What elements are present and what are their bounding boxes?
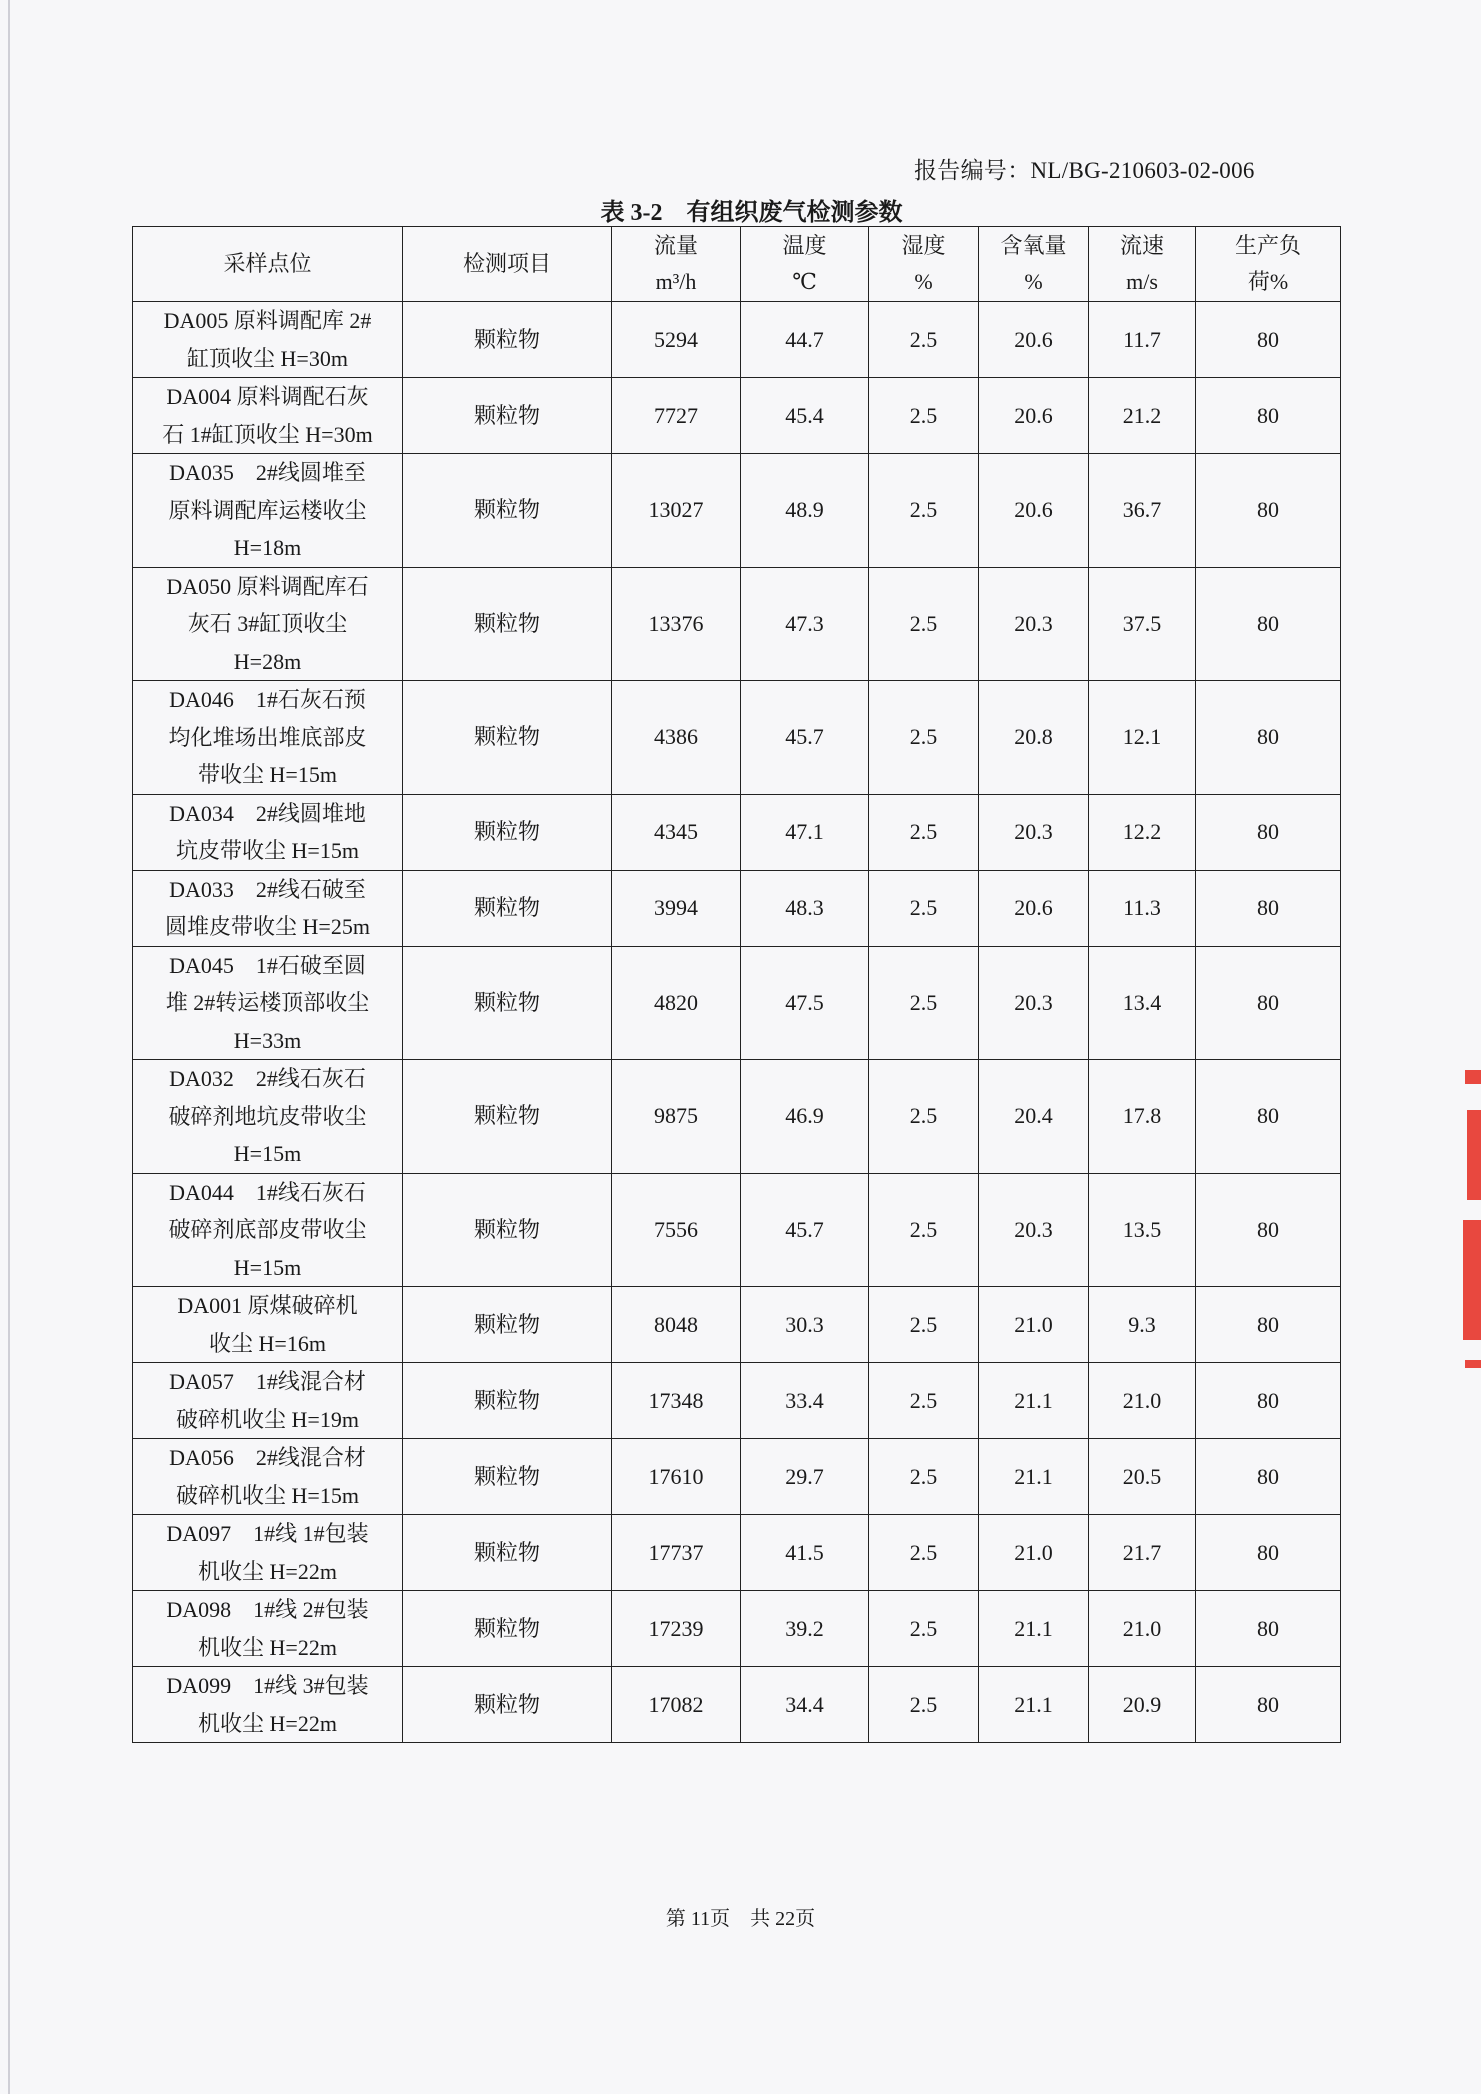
sampling-point-line: 堆 2#转运楼顶部收尘 [165, 990, 370, 1015]
test-item-cell: 颗粒物 [403, 946, 612, 1060]
velocity-cell: 13.5 [1089, 1173, 1196, 1287]
velocity-cell: 17.8 [1089, 1060, 1196, 1174]
oxygen-cell: 21.0 [979, 1287, 1089, 1363]
sampling-point-cell [133, 1173, 403, 1287]
header-oxygen: 含氧量 % [979, 227, 1089, 302]
table-header-row [133, 227, 1341, 302]
table-title: 表 3-2 有组织废气检测参数 [600, 200, 903, 226]
sampling-point-line: 石 1#缸顶收尘 H=30m [162, 421, 373, 447]
table-row [133, 1439, 1341, 1515]
table-row [133, 946, 1341, 1060]
sampling-point-line: 破碎机收尘 H=15m [176, 1482, 359, 1508]
test-item-cell: 颗粒物 [403, 454, 612, 568]
page-footer: 第 11页 共 22页 [665, 1908, 816, 1930]
humidity-cell: 2.5 [869, 681, 979, 795]
sampling-point-line: H=28m [233, 648, 302, 674]
header-production-load: 生产负 荷% [1196, 227, 1341, 302]
sampling-point-line: DA050 原料调配库石 [166, 573, 369, 599]
load-cell: 80 [1196, 567, 1341, 681]
header-test-item: 检测项目 [403, 227, 612, 302]
sampling-point-line: 机收尘 H=22m [198, 1634, 337, 1660]
sampling-point-line: H=33m [233, 1027, 302, 1053]
table-row [133, 794, 1341, 870]
test-item-cell: 颗粒物 [403, 567, 612, 681]
sampling-point-line: 均化堆场出堆底部皮 [168, 724, 367, 750]
velocity-cell: 20.5 [1089, 1439, 1196, 1515]
sampling-point-cell [133, 378, 403, 454]
flow-cell: 4820 [612, 946, 741, 1060]
test-item-cell: 颗粒物 [403, 1287, 612, 1363]
temperature-cell: 44.7 [741, 302, 869, 378]
velocity-cell: 37.5 [1089, 567, 1196, 681]
humidity-cell: 2.5 [869, 1515, 979, 1591]
sampling-point-line: 原料调配库运楼收尘 [168, 497, 367, 523]
velocity-cell: 11.3 [1089, 870, 1196, 946]
flow-cell: 17737 [612, 1515, 741, 1591]
load-cell: 80 [1196, 946, 1341, 1060]
sampling-point-line: 带收尘 H=15m [198, 762, 337, 787]
table-row [133, 1515, 1341, 1591]
sampling-point-cell [133, 946, 403, 1060]
temperature-cell: 30.3 [741, 1287, 869, 1363]
temperature-cell: 45.7 [741, 681, 869, 795]
humidity-cell: 2.5 [869, 1363, 979, 1439]
oxygen-cell: 20.6 [979, 870, 1089, 946]
sampling-point-cell [133, 1439, 403, 1515]
table-row [133, 567, 1341, 681]
sampling-point-line: DA097 1#线 1#包装 [166, 1521, 369, 1546]
humidity-cell: 2.5 [869, 378, 979, 454]
flow-cell: 8048 [612, 1287, 741, 1363]
flow-cell: 3994 [612, 870, 741, 946]
oxygen-cell: 21.1 [979, 1439, 1089, 1515]
load-cell: 80 [1196, 1173, 1341, 1287]
oxygen-cell: 20.6 [979, 302, 1089, 378]
sampling-point-line: DA056 2#线混合材 [169, 1445, 366, 1470]
load-cell: 80 [1196, 681, 1341, 795]
test-item-cell: 颗粒物 [403, 1591, 612, 1667]
page-edge [8, 0, 10, 2094]
load-cell: 80 [1196, 1515, 1341, 1591]
sampling-point-cell [133, 681, 403, 795]
test-item-cell: 颗粒物 [403, 302, 612, 378]
load-cell: 80 [1196, 1591, 1341, 1667]
humidity-cell: 2.5 [869, 946, 979, 1060]
sampling-point-line: H=18m [233, 535, 302, 560]
humidity-cell: 2.5 [869, 1667, 979, 1743]
table-row [133, 378, 1341, 454]
velocity-cell: 21.0 [1089, 1591, 1196, 1667]
velocity-cell: 21.2 [1089, 378, 1196, 454]
load-cell: 80 [1196, 1667, 1341, 1743]
header-temperature: 温度 ℃ [741, 227, 869, 302]
flow-cell: 4386 [612, 681, 741, 795]
sampling-point-line: 破碎机收尘 H=19m [176, 1406, 359, 1432]
test-item-cell: 颗粒物 [403, 1173, 612, 1287]
humidity-cell: 2.5 [869, 870, 979, 946]
temperature-cell: 33.4 [741, 1363, 869, 1439]
velocity-cell: 12.1 [1089, 681, 1196, 795]
sampling-point-line: DA057 1#线混合材 [169, 1369, 366, 1394]
load-cell: 80 [1196, 1060, 1341, 1174]
temperature-cell: 48.9 [741, 454, 869, 568]
humidity-cell: 2.5 [869, 794, 979, 870]
sampling-point-cell [133, 454, 403, 568]
test-item-cell: 颗粒物 [403, 1060, 612, 1174]
test-item-cell: 颗粒物 [403, 1363, 612, 1439]
sampling-point-cell [133, 1591, 403, 1667]
load-cell: 80 [1196, 378, 1341, 454]
load-cell: 80 [1196, 302, 1341, 378]
humidity-cell: 2.5 [869, 302, 979, 378]
temperature-cell: 47.3 [741, 567, 869, 681]
temperature-cell: 39.2 [741, 1591, 869, 1667]
sampling-point-cell [133, 1060, 403, 1174]
sampling-point-cell [133, 794, 403, 870]
header-sampling-point: 采样点位 [133, 227, 403, 302]
sampling-point-line: DA032 2#线石灰石 [169, 1066, 366, 1091]
temperature-cell: 45.4 [741, 378, 869, 454]
humidity-cell: 2.5 [869, 1287, 979, 1363]
sampling-point-line: 灰石 3#缸顶收尘 [187, 611, 348, 636]
test-item-cell: 颗粒物 [403, 681, 612, 795]
humidity-cell: 2.5 [869, 454, 979, 568]
temperature-cell: 29.7 [741, 1439, 869, 1515]
test-item-cell: 颗粒物 [403, 1439, 612, 1515]
temperature-cell: 46.9 [741, 1060, 869, 1174]
temperature-cell: 34.4 [741, 1667, 869, 1743]
humidity-cell: 2.5 [869, 567, 979, 681]
sampling-point-line: DA099 1#线 3#包装 [166, 1673, 369, 1698]
sampling-point-line: DA004 原料调配石灰 [166, 384, 369, 409]
flow-cell: 17348 [612, 1363, 741, 1439]
sampling-point-cell [133, 1287, 403, 1363]
sampling-point-line: 机收尘 H=22m [198, 1558, 337, 1584]
sampling-point-line: 破碎剂底部皮带收尘 [168, 1217, 367, 1242]
flow-cell: 13376 [612, 567, 741, 681]
load-cell: 80 [1196, 870, 1341, 946]
temperature-cell: 47.1 [741, 794, 869, 870]
table-row [133, 1060, 1341, 1174]
velocity-cell: 11.7 [1089, 302, 1196, 378]
sampling-point-line: 机收尘 H=22m [198, 1710, 337, 1736]
table-row [133, 302, 1341, 378]
sampling-point-line: DA034 2#线圆堆地 [169, 800, 366, 826]
report-number: 报告编号：NL/BG-210603-02-006 [914, 158, 1255, 183]
load-cell: 80 [1196, 1287, 1341, 1363]
test-item-cell: 颗粒物 [403, 1515, 612, 1591]
temperature-cell: 47.5 [741, 946, 869, 1060]
sampling-point-cell [133, 567, 403, 681]
table-row [133, 1173, 1341, 1287]
oxygen-cell: 20.3 [979, 794, 1089, 870]
flow-cell: 17239 [612, 1591, 741, 1667]
load-cell: 80 [1196, 454, 1341, 568]
flow-cell: 5294 [612, 302, 741, 378]
sampling-point-line: DA035 2#线圆堆至 [169, 460, 366, 485]
sampling-point-line: DA001 原煤破碎机 [177, 1293, 358, 1318]
sampling-point-cell [133, 1667, 403, 1743]
oxygen-cell: 21.1 [979, 1591, 1089, 1667]
sampling-point-line: DA045 1#石破至圆 [169, 952, 366, 978]
temperature-cell: 41.5 [741, 1515, 869, 1591]
humidity-cell: 2.5 [869, 1173, 979, 1287]
sampling-point-line: 缸顶收尘 H=30m [187, 345, 348, 371]
test-item-cell: 颗粒物 [403, 1667, 612, 1743]
oxygen-cell: 20.4 [979, 1060, 1089, 1174]
sampling-point-line: DA098 1#线 2#包装 [166, 1597, 369, 1622]
parameters-table-container [132, 226, 1340, 1743]
sampling-point-cell [133, 870, 403, 946]
exhaust-parameters-table [132, 226, 1341, 1743]
sampling-point-cell [133, 1363, 403, 1439]
test-item-cell: 颗粒物 [403, 794, 612, 870]
sampling-point-line: 坑皮带收尘 H=15m [176, 838, 359, 863]
sampling-point-line: DA005 原料调配库 2# [163, 308, 372, 333]
flow-cell: 4345 [612, 794, 741, 870]
oxygen-cell: 20.3 [979, 946, 1089, 1060]
oxygen-cell: 20.6 [979, 378, 1089, 454]
table-row [133, 681, 1341, 795]
load-cell: 80 [1196, 1363, 1341, 1439]
flow-cell: 9875 [612, 1060, 741, 1174]
sampling-point-line: H=15m [233, 1254, 302, 1280]
red-stamp-fragment [1461, 1070, 1481, 1370]
flow-cell: 17610 [612, 1439, 741, 1515]
temperature-cell: 48.3 [741, 870, 869, 946]
sampling-point-line: DA044 1#线石灰石 [169, 1179, 366, 1205]
velocity-cell: 21.0 [1089, 1363, 1196, 1439]
velocity-cell: 12.2 [1089, 794, 1196, 870]
velocity-cell: 13.4 [1089, 946, 1196, 1060]
table-row [133, 1287, 1341, 1363]
header-flow: 流量 m³/h [612, 227, 741, 302]
table-body [133, 302, 1341, 1743]
velocity-cell: 36.7 [1089, 454, 1196, 568]
velocity-cell: 21.7 [1089, 1515, 1196, 1591]
oxygen-cell: 20.3 [979, 1173, 1089, 1287]
temperature-cell: 45.7 [741, 1173, 869, 1287]
flow-cell: 7556 [612, 1173, 741, 1287]
table-row [133, 1667, 1341, 1743]
sampling-point-line: 圆堆皮带收尘 H=25m [165, 914, 370, 939]
oxygen-cell: 20.3 [979, 567, 1089, 681]
header-velocity: 流速 m/s [1089, 227, 1196, 302]
oxygen-cell: 21.1 [979, 1667, 1089, 1743]
flow-cell: 7727 [612, 378, 741, 454]
sampling-point-line: DA033 2#线石破至 [169, 876, 366, 902]
flow-cell: 13027 [612, 454, 741, 568]
velocity-cell: 9.3 [1089, 1287, 1196, 1363]
humidity-cell: 2.5 [869, 1591, 979, 1667]
sampling-point-line: H=15m [233, 1141, 302, 1166]
sampling-point-cell [133, 1515, 403, 1591]
test-item-cell: 颗粒物 [403, 378, 612, 454]
table-row [133, 1363, 1341, 1439]
sampling-point-line: 收尘 H=16m [209, 1330, 326, 1356]
table-row [133, 870, 1341, 946]
table-row [133, 1591, 1341, 1667]
humidity-cell: 2.5 [869, 1060, 979, 1174]
flow-cell: 17082 [612, 1667, 741, 1743]
load-cell: 80 [1196, 794, 1341, 870]
sampling-point-line: DA046 1#石灰石预 [169, 687, 366, 712]
velocity-cell: 20.9 [1089, 1667, 1196, 1743]
oxygen-cell: 20.8 [979, 681, 1089, 795]
load-cell: 80 [1196, 1439, 1341, 1515]
oxygen-cell: 21.0 [979, 1515, 1089, 1591]
sampling-point-line: 破碎剂地坑皮带收尘 [168, 1103, 367, 1129]
humidity-cell: 2.5 [869, 1439, 979, 1515]
table-row [133, 454, 1341, 568]
oxygen-cell: 21.1 [979, 1363, 1089, 1439]
sampling-point-cell [133, 302, 403, 378]
test-item-cell: 颗粒物 [403, 870, 612, 946]
oxygen-cell: 20.6 [979, 454, 1089, 568]
header-humidity: 湿度 % [869, 227, 979, 302]
